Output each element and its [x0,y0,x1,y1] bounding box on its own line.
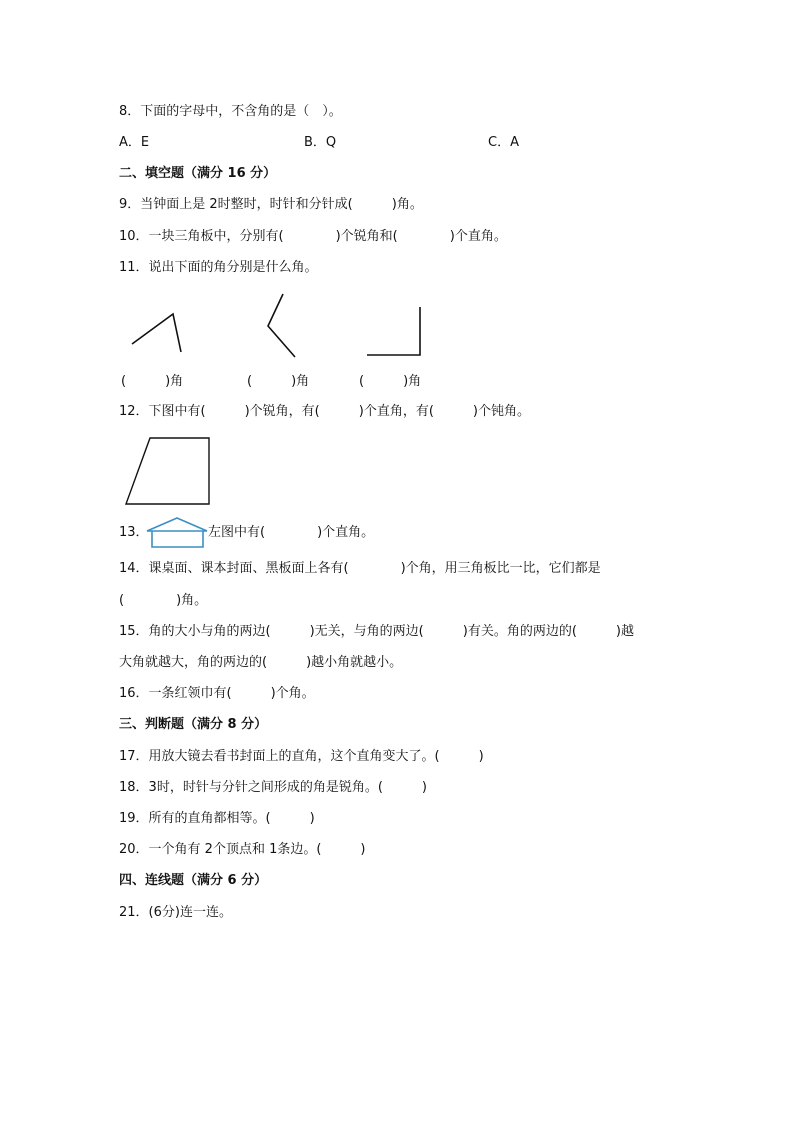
section-heading-matching: 四、连线题（满分 6 分） [119,873,268,888]
section-heading-judgement: 三、判断题（满分 8 分） [119,717,268,732]
question-21: 21．(6分)连一连。 [119,905,232,920]
question-12: 12．下图中有( )个锐角，有( )个直角，有( )个钝角。 [119,404,530,419]
question-11: 11．说出下面的角分别是什么角。 [119,260,318,275]
q11-answer-3[interactable]: ( )角 [359,374,422,389]
option-c[interactable]: C．A [488,135,519,150]
question-15-cont: 大角就越大，角的两边的( )越小角就越小。 [119,655,403,670]
question-20: 20．一个角有 2个顶点和 1条边。( ) [119,842,366,857]
section-heading-fill-in: 二、填空题（满分 16 分） [119,166,277,181]
question-13-number: 13． [119,525,149,540]
question-15: 15．角的大小与角的两边( )无关，与角的两边( )有关。角的两边的( )越 [119,624,634,639]
question-13: 左图中有( )个直角。 [208,525,375,540]
question-16: 16．一条红领巾有( )个角。 [119,686,315,701]
option-b[interactable]: B．Q [304,135,337,150]
option-a[interactable]: A．E [119,135,150,150]
question-19: 19．所有的直角都相等。( ) [119,811,315,826]
house-figure [0,0,794,560]
q11-answer-2[interactable]: ( )角 [247,374,310,389]
house-roof [147,518,207,531]
question-8: 8．下面的字母中，不含角的是（ ）。 [119,104,342,119]
question-9: 9．当钟面上是 2时整时，时针和分针成( )角。 [119,197,423,212]
q11-answer-1[interactable]: ( )角 [121,374,184,389]
house-body [152,531,203,547]
question-14-cont: ( )角。 [119,593,208,608]
question-18: 18．3时，时针与分针之间形成的角是锐角。( ) [119,780,427,795]
question-10: 10．一块三角板中，分别有( )个锐角和( )个直角。 [119,229,507,244]
question-14: 14．课桌面、课本封面、黑板面上各有( )个角，用三角板比一比，它们都是 [119,561,601,576]
question-17: 17．用放大镜去看书封面上的直角，这个直角变大了。( ) [119,749,484,764]
